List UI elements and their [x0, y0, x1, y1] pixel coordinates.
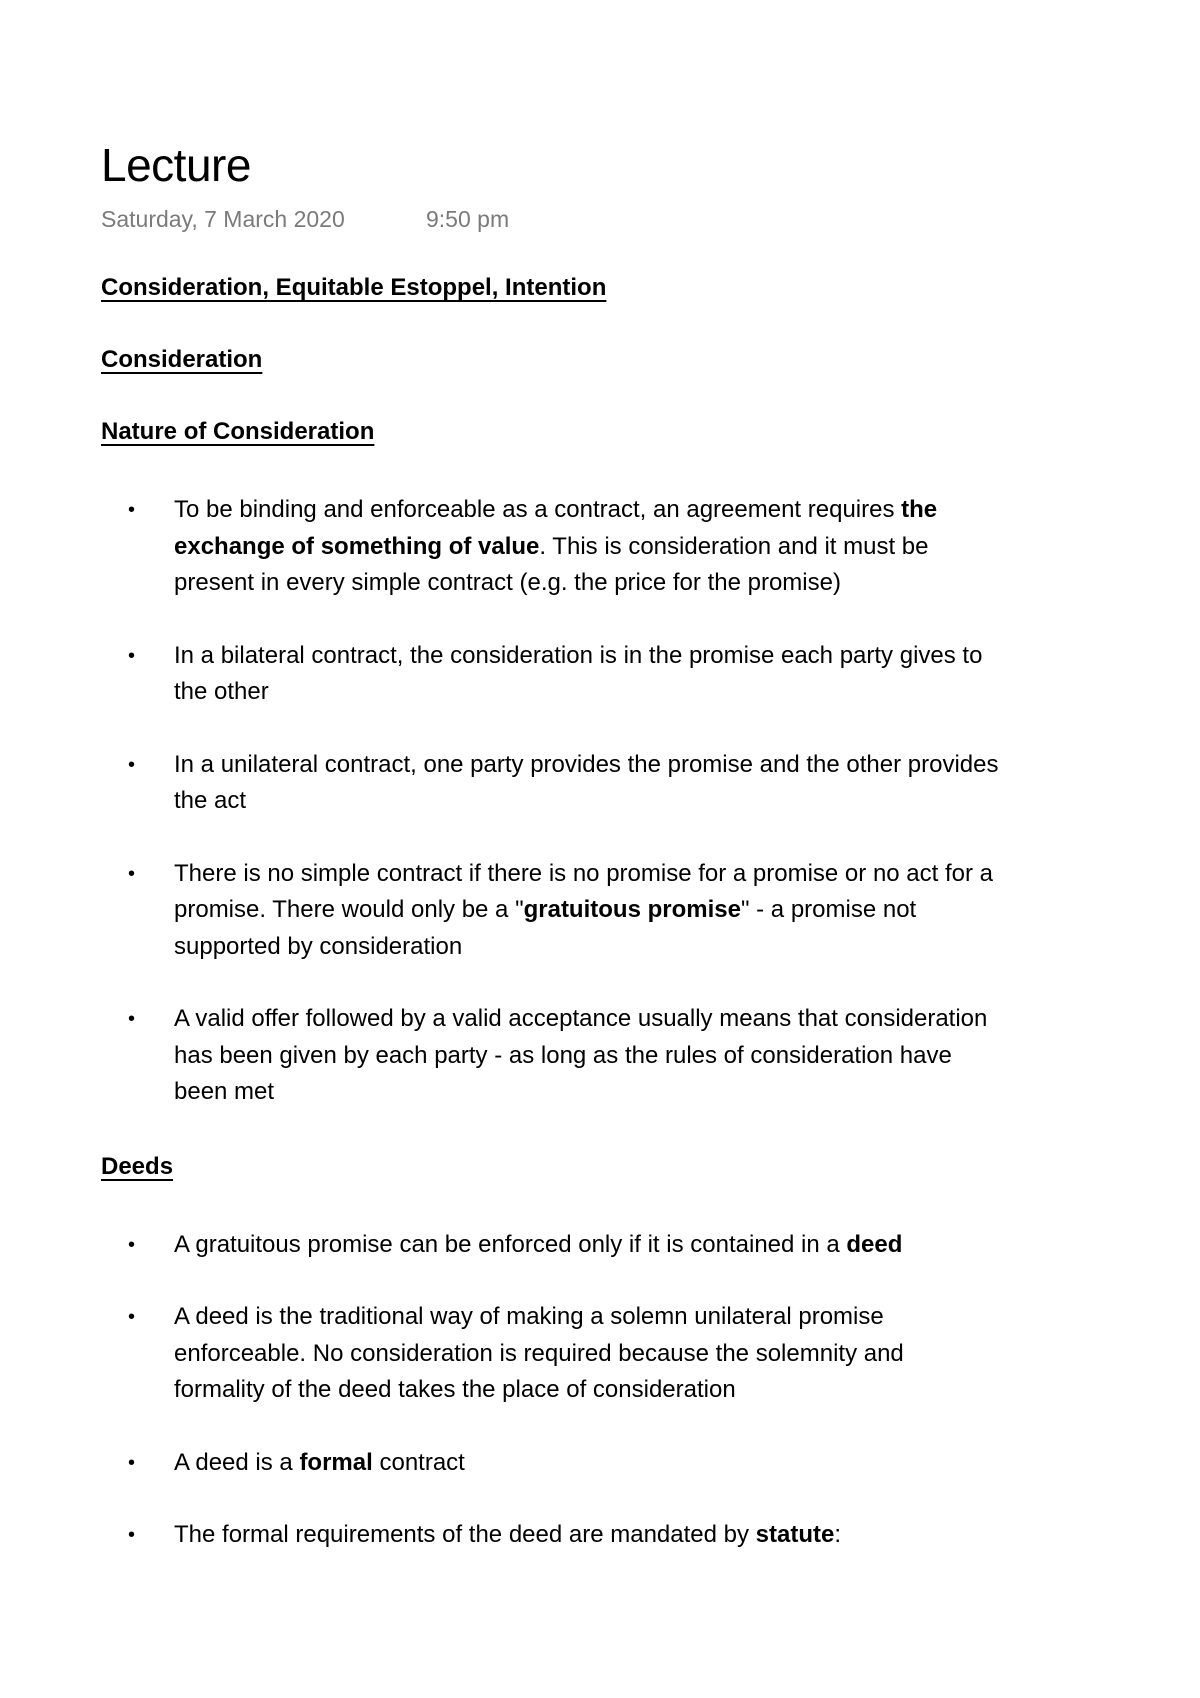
bullet-icon: •: [128, 1008, 136, 1030]
deeds-bullet-list: [101, 1213, 1080, 1554]
bullet-icon: •: [128, 1524, 136, 1546]
list-item: • In a unilateral contract, one party provides the promise and the other provides the act: [101, 747, 1001, 820]
deeds-heading: Deeds: [101, 1152, 174, 1180]
note-time: 9:50 pm: [426, 206, 510, 232]
note-metadata: [101, 204, 1080, 234]
list-item: • A valid offer followed by a valid acceptance usually means that consideration has been given by each party - as long as the rules of consideration have been met: [101, 1001, 1001, 1111]
nature-bullet-list: [101, 478, 1080, 1111]
bullet-icon: •: [128, 753, 136, 776]
bullet-icon: •: [128, 862, 136, 885]
bullet-icon: •: [128, 1451, 136, 1474]
bullet-icon: •: [128, 644, 136, 667]
list-item: • A gratuitous promise can be enforced only if it is contained in a deed: [101, 1227, 1001, 1264]
note-date: Saturday, 7 March 2020: [101, 206, 345, 232]
consideration-heading: Consideration: [101, 346, 263, 373]
list-item: • A deed is the traditional way of making a solemn unilateral promise enforceable. No consideration is required because the solemnity and formality of the deed takes the place of consideration: [101, 1299, 1001, 1409]
main-heading: Consideration, Equitable Estoppel, Intention: [101, 274, 607, 301]
bullet-icon: •: [128, 499, 136, 521]
bullet-icon: •: [128, 1306, 136, 1328]
list-item: • There is no simple contract if there is no promise for a promise or no act for a promise. There would only be a "gratuitous promise" - a promise not supported by consideration: [101, 856, 1001, 966]
list-item: • The formal requirements of the deed are mandated by statute:: [101, 1517, 1001, 1554]
bullet-icon: •: [128, 1233, 136, 1256]
list-item: • A deed is a formal contract: [101, 1445, 1001, 1482]
list-item: • To be binding and enforceable as a contract, an agreement requires the exchange of something of value. This is consideration and it must be present in every simple contract (e.g. the price for the promise): [101, 492, 1001, 602]
page-title: Lecture: [101, 139, 251, 191]
nature-heading: Nature of Consideration: [101, 418, 375, 445]
list-item: • In a bilateral contract, the consideration is in the promise each party gives to the other: [101, 638, 1001, 711]
